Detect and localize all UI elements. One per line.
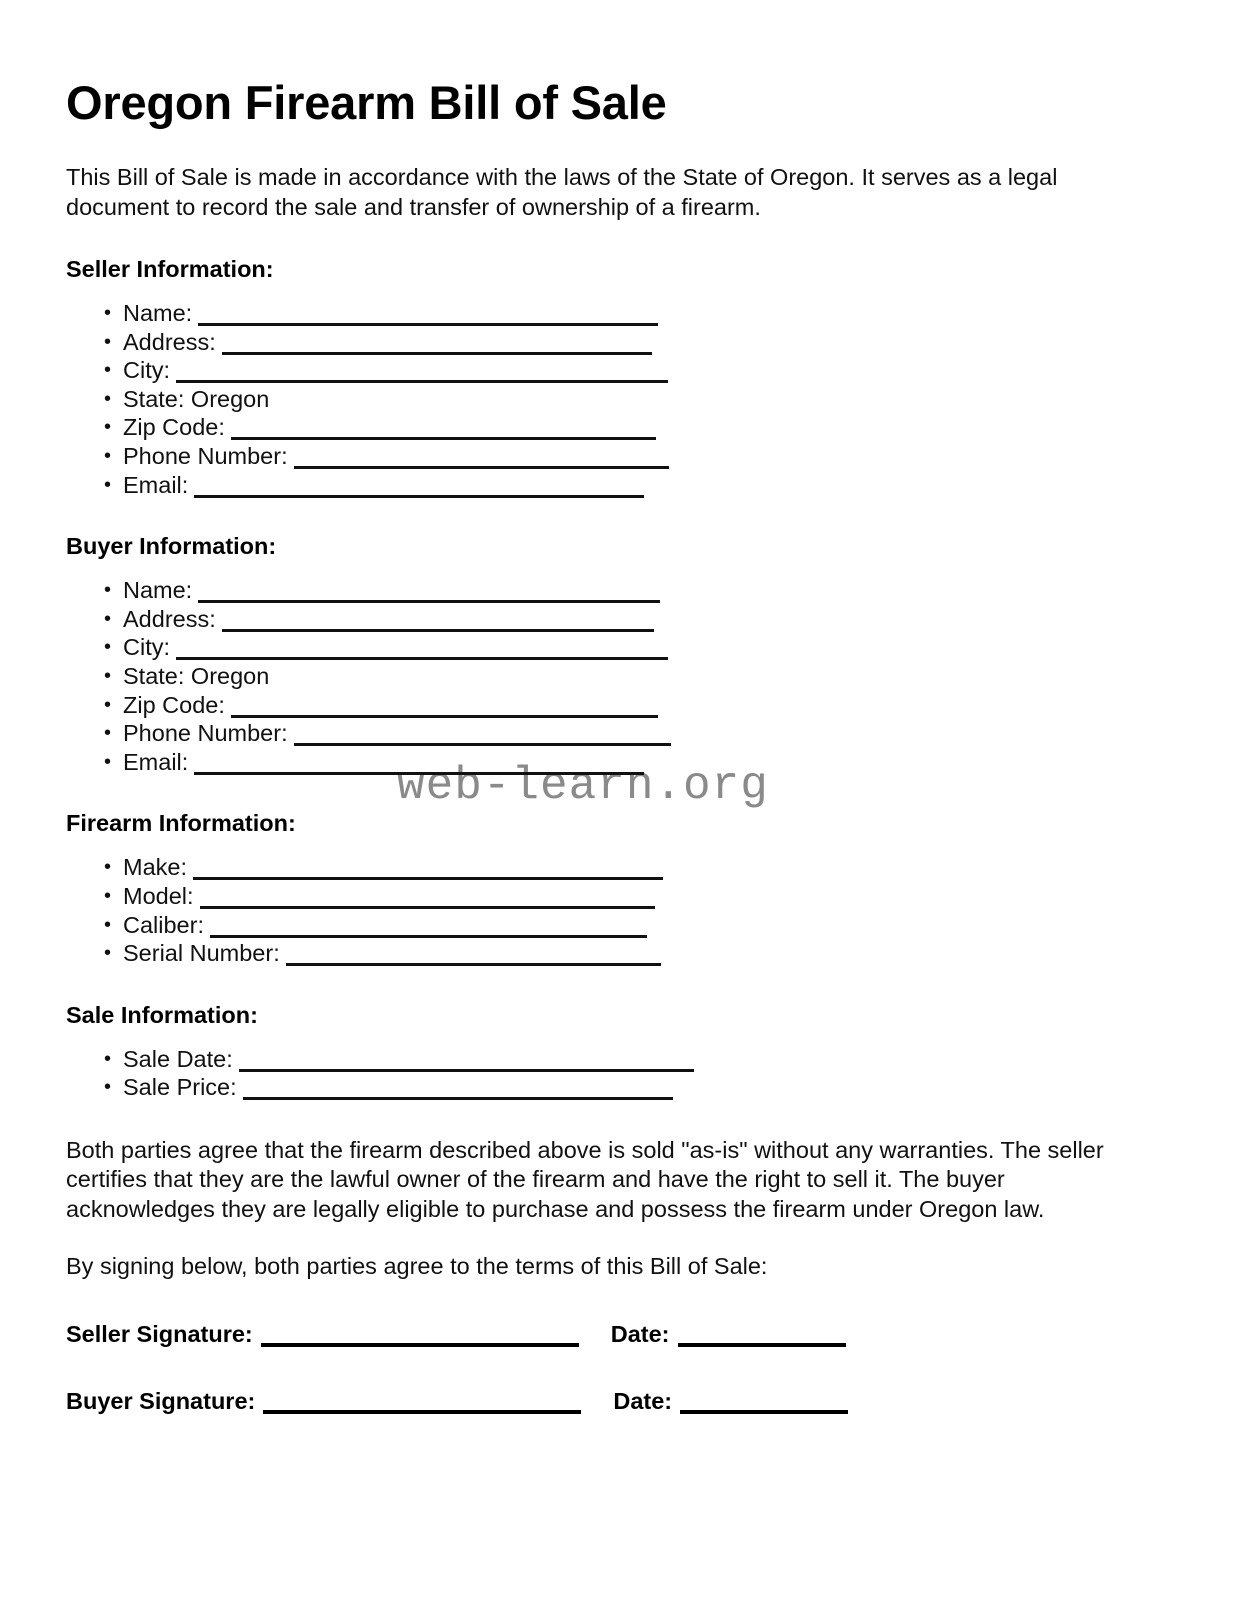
field-blank-line[interactable] bbox=[222, 352, 652, 355]
field-blank-line[interactable] bbox=[243, 1097, 673, 1100]
bullet-icon: • bbox=[104, 750, 112, 773]
field-row bbox=[66, 911, 1141, 940]
signature-blank-line[interactable] bbox=[261, 1343, 579, 1347]
field-list bbox=[66, 299, 1141, 499]
field-row bbox=[66, 662, 1141, 691]
field-label: State: bbox=[123, 385, 185, 412]
bullet-icon: • bbox=[104, 302, 112, 325]
field-row bbox=[66, 719, 1141, 748]
field-label: Sale Date: bbox=[123, 1045, 233, 1072]
section-heading: Buyer Information: bbox=[66, 533, 277, 560]
bullet-icon: • bbox=[104, 885, 112, 907]
bullet-icon: • bbox=[104, 665, 112, 688]
field-row bbox=[66, 853, 1141, 882]
bullet-icon: • bbox=[104, 913, 112, 936]
field-row bbox=[66, 471, 1141, 500]
field-label: City: bbox=[123, 357, 170, 384]
field-label: Phone Number: bbox=[123, 443, 288, 470]
date-blank-line[interactable] bbox=[678, 1343, 846, 1347]
signing-paragraph: By signing below, both parties agree to the terms of this Bill of Sale: bbox=[66, 1253, 768, 1280]
field-row bbox=[66, 442, 1141, 471]
signature-label: Buyer Signature: bbox=[66, 1388, 256, 1415]
field-label: Address: bbox=[123, 328, 216, 355]
field-row bbox=[66, 328, 1141, 357]
bullet-icon: • bbox=[104, 445, 112, 468]
section-heading: Seller Information: bbox=[66, 256, 274, 283]
form-sections bbox=[66, 256, 1141, 1102]
document-content bbox=[66, 78, 1141, 1415]
field-label: State: bbox=[123, 663, 185, 690]
terms-paragraph: Both parties agree that the firearm described above is sold "as-is" without any warranties. The seller certifies that they are the lawful owner of the firearm and have the right to sell it. The buyer acknowledges they are legally eligible to purchase and possess the firearm under Oregon law. bbox=[66, 1136, 1104, 1222]
field-blank-line[interactable] bbox=[193, 877, 663, 880]
field-row bbox=[66, 299, 1141, 328]
bullet-icon: • bbox=[104, 856, 112, 879]
field-label: Make: bbox=[123, 854, 187, 881]
field-blank-line[interactable] bbox=[176, 657, 668, 660]
field-label: Sale Price: bbox=[123, 1074, 237, 1101]
section-heading: Firearm Information: bbox=[66, 810, 296, 837]
bullet-icon: • bbox=[104, 722, 112, 745]
intro-paragraph: This Bill of Sale is made in accordance with the laws of the State of Oregon. It serves as a legal document to record the sale and transfer of ownership of a firearm. bbox=[66, 164, 1058, 220]
bullet-icon: • bbox=[104, 1047, 112, 1070]
field-label: Email: bbox=[123, 471, 189, 498]
field-row bbox=[66, 1073, 1141, 1102]
field-label: Model: bbox=[123, 883, 194, 909]
bullet-icon: • bbox=[104, 693, 112, 716]
bullet-icon: • bbox=[104, 416, 112, 439]
bullet-icon: • bbox=[104, 579, 112, 602]
field-label: Name: bbox=[123, 577, 193, 604]
field-row bbox=[66, 1045, 1141, 1074]
bullet-icon: • bbox=[104, 330, 112, 353]
field-value: Oregon bbox=[184, 385, 270, 412]
field-blank-line[interactable] bbox=[231, 437, 656, 440]
field-blank-line[interactable] bbox=[198, 323, 658, 326]
signature-label: Seller Signature: bbox=[66, 1321, 253, 1348]
field-label: Address: bbox=[123, 605, 216, 632]
field-label: Phone Number: bbox=[123, 720, 288, 747]
field-row bbox=[66, 413, 1141, 442]
date-label: Date: bbox=[613, 1388, 673, 1415]
field-label: Email: bbox=[123, 748, 189, 775]
signature-row bbox=[66, 1388, 1141, 1415]
bullet-icon: • bbox=[104, 1076, 112, 1099]
field-blank-line[interactable] bbox=[294, 466, 669, 469]
field-list bbox=[66, 853, 1141, 967]
field-row bbox=[66, 356, 1141, 385]
signature-row bbox=[66, 1321, 1141, 1348]
field-blank-line[interactable] bbox=[210, 935, 647, 938]
field-row bbox=[66, 385, 1141, 414]
field-label: Zip Code: bbox=[123, 691, 225, 718]
field-blank-line[interactable] bbox=[231, 715, 658, 718]
field-blank-line[interactable] bbox=[176, 380, 668, 383]
field-row bbox=[66, 633, 1141, 662]
bullet-icon: • bbox=[104, 387, 112, 410]
field-blank-line[interactable] bbox=[194, 772, 644, 775]
field-row bbox=[66, 882, 1141, 911]
bullet-icon: • bbox=[104, 473, 112, 496]
field-blank-line[interactable] bbox=[239, 1069, 694, 1072]
field-row bbox=[66, 605, 1141, 634]
bullet-icon: • bbox=[104, 607, 112, 630]
field-row bbox=[66, 939, 1141, 968]
bullet-icon: • bbox=[104, 942, 112, 965]
section-heading: Sale Information: bbox=[66, 1001, 258, 1028]
field-label: City: bbox=[123, 634, 170, 661]
field-row bbox=[66, 748, 1141, 777]
signature-blank-line[interactable] bbox=[263, 1410, 581, 1414]
signature-block bbox=[66, 1321, 1141, 1415]
date-label: Date: bbox=[610, 1321, 670, 1348]
bullet-icon: • bbox=[104, 636, 112, 659]
field-blank-line[interactable] bbox=[194, 495, 644, 498]
page-title: Oregon Firearm Bill of Sale bbox=[66, 76, 667, 129]
field-row bbox=[66, 576, 1141, 605]
field-row bbox=[66, 691, 1141, 720]
field-label: Serial Number: bbox=[123, 940, 280, 967]
field-blank-line[interactable] bbox=[200, 906, 655, 909]
date-blank-line[interactable] bbox=[680, 1410, 848, 1414]
field-blank-line[interactable] bbox=[198, 600, 660, 603]
field-label: Caliber: bbox=[123, 911, 204, 938]
field-label: Name: bbox=[123, 300, 193, 327]
field-blank-line[interactable] bbox=[294, 743, 671, 746]
field-blank-line[interactable] bbox=[222, 629, 654, 632]
field-blank-line[interactable] bbox=[286, 963, 661, 966]
site-watermark: web-learn.org bbox=[397, 760, 769, 812]
field-list bbox=[66, 1045, 1141, 1102]
field-label: Zip Code: bbox=[123, 414, 225, 441]
bullet-icon: • bbox=[104, 359, 112, 382]
field-list bbox=[66, 576, 1141, 776]
field-value: Oregon bbox=[184, 663, 270, 690]
